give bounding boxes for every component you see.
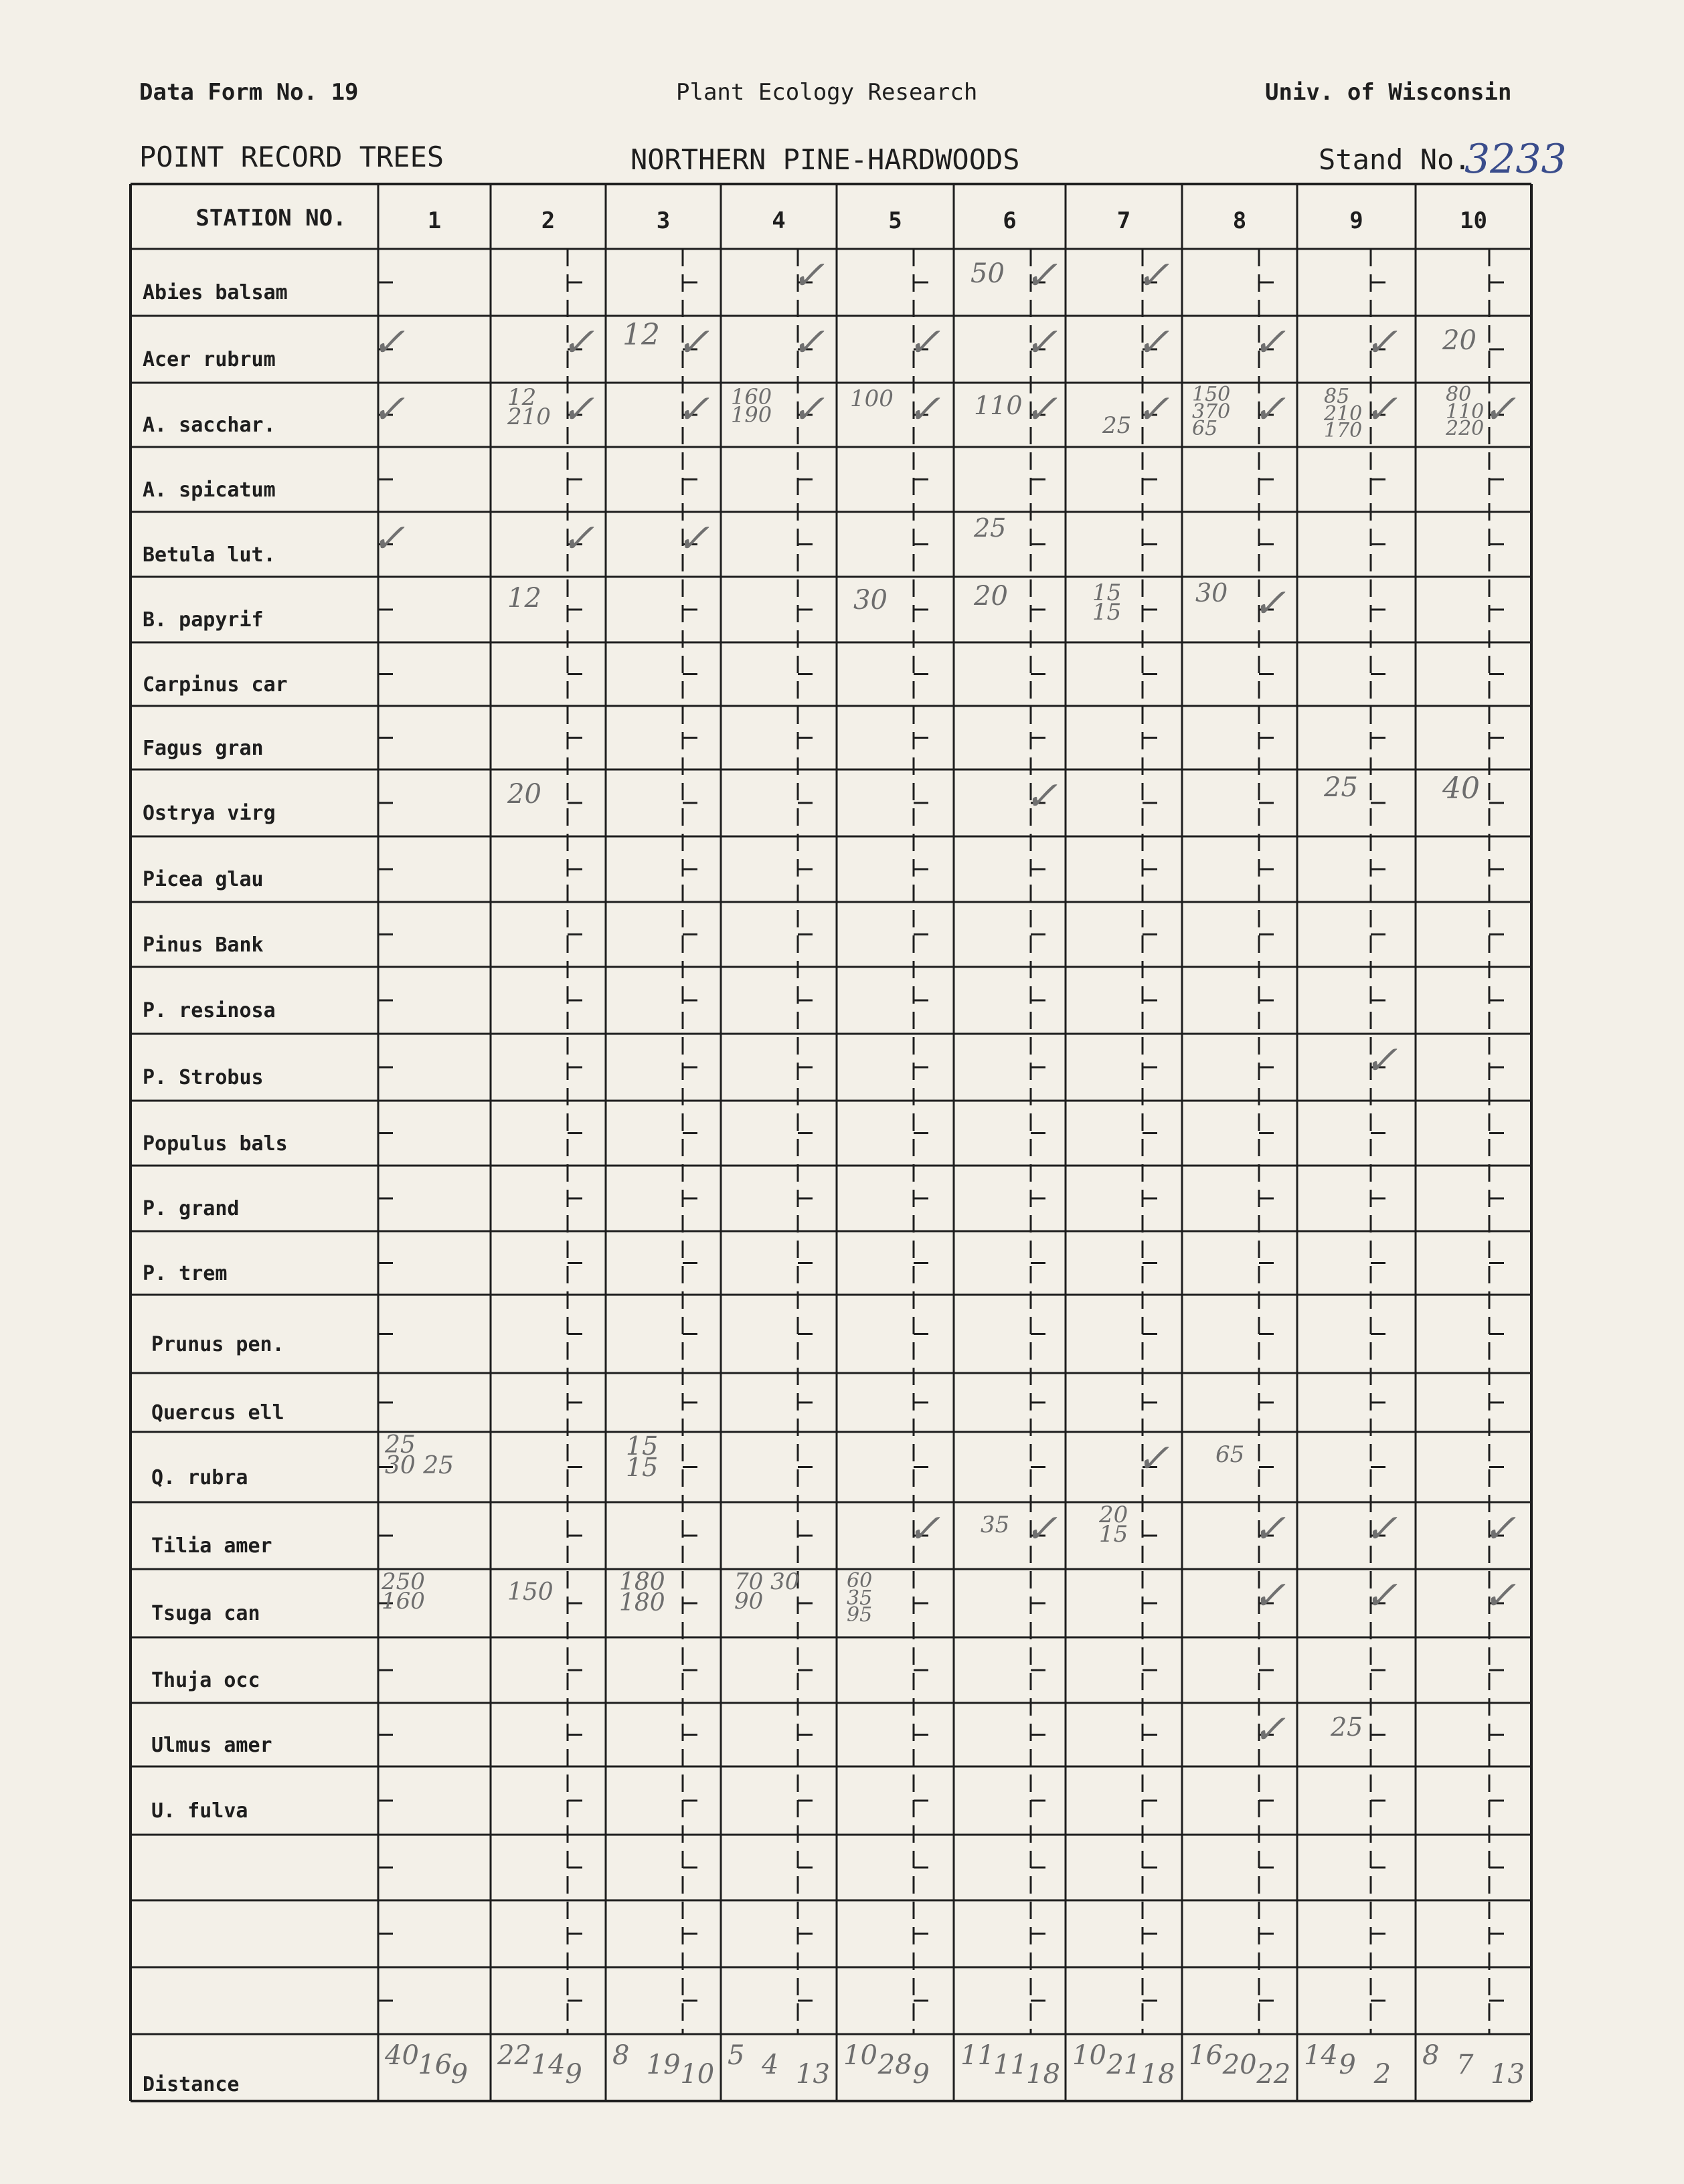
distance-value: 14 <box>1304 2040 1338 2071</box>
distance-value: 7 <box>1456 2050 1474 2080</box>
station-header: STATION NO. <box>195 205 347 232</box>
distance-value: 2 <box>1373 2059 1392 2090</box>
entry-tsuga-s2: 150 <box>507 1578 554 1606</box>
species-label: Quercus ell <box>151 1401 284 1425</box>
check-mark: ✓ <box>1024 386 1058 433</box>
check-mark: ✓ <box>1252 386 1286 433</box>
community-type: NORTHERN PINE-HARDWOODS <box>630 143 1020 176</box>
species-label: Abies balsam <box>143 281 288 304</box>
species-label: B. papyrif <box>143 608 264 632</box>
station-number-1: 1 <box>427 207 442 234</box>
form-title: POINT RECORD TREES <box>139 141 444 173</box>
entry-tilia-s6: 35 <box>981 1512 1010 1538</box>
check-mark: ✓ <box>1024 319 1058 366</box>
entry-sacchar-s7: 25 <box>1102 412 1132 439</box>
entry-papyrif-s6: 20 <box>974 581 1008 612</box>
check-mark: ✓ <box>1136 252 1170 299</box>
species-label: P. grand <box>143 1197 240 1220</box>
check-mark: ✓ <box>1364 1506 1398 1552</box>
species-label: Thuja occ <box>151 1669 260 1692</box>
check-mark: ✓ <box>371 319 406 366</box>
entry-papyrif-s2: 12 <box>507 583 541 614</box>
check-mark: ✓ <box>1136 386 1170 433</box>
entry-tilia-s7: 20 15 <box>1099 1502 1128 1548</box>
distance-value: 13 <box>796 2059 830 2090</box>
entry-papyrif-s5: 30 <box>853 585 888 616</box>
form-number: Data Form No. 19 <box>139 79 359 106</box>
program-name: Plant Ecology Research <box>676 79 978 106</box>
entry-acer-s10: 20 <box>1442 325 1477 356</box>
distance-value: 20 <box>1222 2050 1257 2080</box>
check-mark: ✓ <box>1364 386 1398 433</box>
station-number-3: 3 <box>656 207 671 234</box>
species-label: Populus bals <box>143 1131 288 1156</box>
species-label: Prunus pen. <box>151 1332 284 1356</box>
check-mark: ✓ <box>371 515 406 562</box>
check-mark: ✓ <box>1252 580 1286 627</box>
species-label: Ostrya virg <box>143 802 276 825</box>
check-mark: ✓ <box>676 515 710 562</box>
check-mark: ✓ <box>1252 319 1286 366</box>
check-mark: ✓ <box>1364 1572 1398 1619</box>
species-label: Fagus gran <box>143 736 264 760</box>
check-mark: ✓ <box>676 386 710 433</box>
entry-sacchar-s2: 12 210 <box>507 384 551 430</box>
entry-ostrya-s2: 20 <box>507 779 541 810</box>
entry-tsuga-s4: 70 30 90 <box>734 1568 800 1615</box>
entry-ostrya-s10: 40 <box>1442 771 1480 806</box>
distance-value: 21 <box>1106 2050 1141 2080</box>
distance-value: 11 <box>960 2040 995 2071</box>
stand-number-label: Stand No. <box>1319 143 1471 176</box>
check-mark: ✓ <box>1136 1435 1170 1482</box>
entry-tsuga-s1: 250 160 <box>382 1568 425 1615</box>
station-number-9: 9 <box>1349 207 1363 234</box>
entry-papyrif-s7: 15 15 <box>1092 579 1122 626</box>
check-mark: ✓ <box>1364 1037 1398 1084</box>
check-mark: ✓ <box>561 386 595 433</box>
distance-value: 8 <box>612 2040 630 2071</box>
entry-abies-s6: 50 <box>971 258 1005 289</box>
distance-value: 16 <box>418 2050 452 2080</box>
station-number-8: 8 <box>1232 207 1247 234</box>
species-label: Q. rubra <box>151 1465 248 1489</box>
distance-value: 13 <box>1491 2059 1525 2090</box>
check-mark: ✓ <box>561 319 595 366</box>
station-number-10: 10 <box>1460 207 1487 234</box>
check-mark: ✓ <box>1252 1706 1286 1753</box>
distance-value: 9 <box>450 2059 469 2090</box>
species-label: Acer rubrum <box>143 348 276 371</box>
species-label: A. sacchar. <box>143 414 276 437</box>
distance-value: 10 <box>680 2059 715 2090</box>
distance-value: 10 <box>1072 2040 1106 2071</box>
entry-qrubra-s3: 15 15 <box>626 1431 659 1483</box>
station-number-5: 5 <box>888 207 902 234</box>
distance-value: 18 <box>1141 2059 1175 2090</box>
check-mark: ✓ <box>907 319 941 366</box>
entry-acer-s3: 12 <box>622 318 660 352</box>
distance-value: 18 <box>1026 2059 1060 2090</box>
species-label: P. trem <box>143 1261 228 1285</box>
entry-sacchar-s4: 160 190 <box>731 384 772 428</box>
entry-tsuga-s5: 60 35 95 <box>847 1569 873 1627</box>
species-label: Ulmus amer <box>151 1733 272 1757</box>
check-mark: ✓ <box>1024 773 1058 820</box>
species-label: Tsuga can <box>151 1602 260 1625</box>
station-number-6: 6 <box>1003 207 1017 234</box>
check-mark: ✓ <box>791 319 825 366</box>
check-mark: ✓ <box>907 386 941 433</box>
entry-qrubra-s1: 25 30 25 <box>385 1431 454 1479</box>
check-mark: ✓ <box>1024 1506 1058 1552</box>
distance-value: 28 <box>877 2050 912 2080</box>
check-mark: ✓ <box>907 1506 941 1552</box>
species-label: Pinus Bank <box>143 933 264 957</box>
distance-value: 14 <box>531 2050 566 2080</box>
distance-value: 5 <box>728 2040 745 2071</box>
species-label: U. fulva <box>151 1799 248 1823</box>
distance-label: Distance <box>143 2073 240 2096</box>
check-mark: ✓ <box>1483 1572 1517 1619</box>
entry-tsuga-s3: 180 180 <box>619 1568 665 1617</box>
distance-value: 8 <box>1422 2040 1440 2071</box>
entry-ulmus-s9: 25 <box>1331 1712 1363 1742</box>
check-mark: ✓ <box>371 386 406 433</box>
species-label: P. resinosa <box>143 999 276 1022</box>
distance-value: 9 <box>565 2059 582 2090</box>
entry-sacchar-s9: 85 210 170 <box>1324 385 1363 442</box>
distance-value: 19 <box>646 2050 681 2080</box>
distance-value: 11 <box>993 2050 1027 2080</box>
species-label: P. Strobus <box>143 1066 264 1089</box>
check-mark: ✓ <box>1483 386 1517 433</box>
check-mark: ✓ <box>791 386 825 433</box>
entry-papyrif-s8: 30 <box>1195 578 1228 608</box>
check-mark: ✓ <box>1024 252 1058 299</box>
check-mark: ✓ <box>1483 1506 1517 1552</box>
check-mark: ✓ <box>1252 1572 1286 1619</box>
species-label: A. spicatum <box>143 478 276 502</box>
species-label: Carpinus car <box>143 672 288 697</box>
check-mark: ✓ <box>791 252 825 299</box>
check-mark: ✓ <box>1364 319 1398 366</box>
check-mark: ✓ <box>676 319 710 366</box>
species-label: Betula lut. <box>143 543 276 567</box>
entry-sacchar-s5: 100 <box>850 385 894 412</box>
check-mark: ✓ <box>1252 1506 1286 1552</box>
entry-sacchar-s10: 80 110 220 <box>1446 383 1485 440</box>
entry-sacchar-s6: 110 <box>974 391 1023 420</box>
station-number-4: 4 <box>772 207 786 234</box>
distance-value: 40 <box>385 2040 419 2071</box>
entry-qrubra-s8: 65 <box>1215 1441 1245 1468</box>
entry-sacchar-s8: 150 370 65 <box>1192 383 1231 440</box>
distance-value: 9 <box>1339 2050 1356 2080</box>
stand-number-value: 3233 <box>1464 136 1567 183</box>
species-label: Picea glau <box>143 868 264 891</box>
distance-value: 9 <box>912 2059 930 2090</box>
distance-value: 4 <box>762 2050 779 2080</box>
species-label: Tilia amer <box>151 1534 272 1558</box>
distance-value: 10 <box>843 2040 877 2071</box>
entry-ostrya-s9: 25 <box>1324 772 1358 803</box>
institution-name: Univ. of Wisconsin <box>1265 79 1512 106</box>
check-mark: ✓ <box>561 515 595 562</box>
distance-value: 16 <box>1189 2040 1223 2071</box>
station-number-7: 7 <box>1116 207 1131 234</box>
distance-value: 22 <box>497 2040 531 2071</box>
entry-betula-s6: 25 <box>974 513 1007 543</box>
station-number-2: 2 <box>541 207 556 234</box>
distance-value: 22 <box>1256 2059 1291 2090</box>
check-mark: ✓ <box>1136 319 1170 366</box>
